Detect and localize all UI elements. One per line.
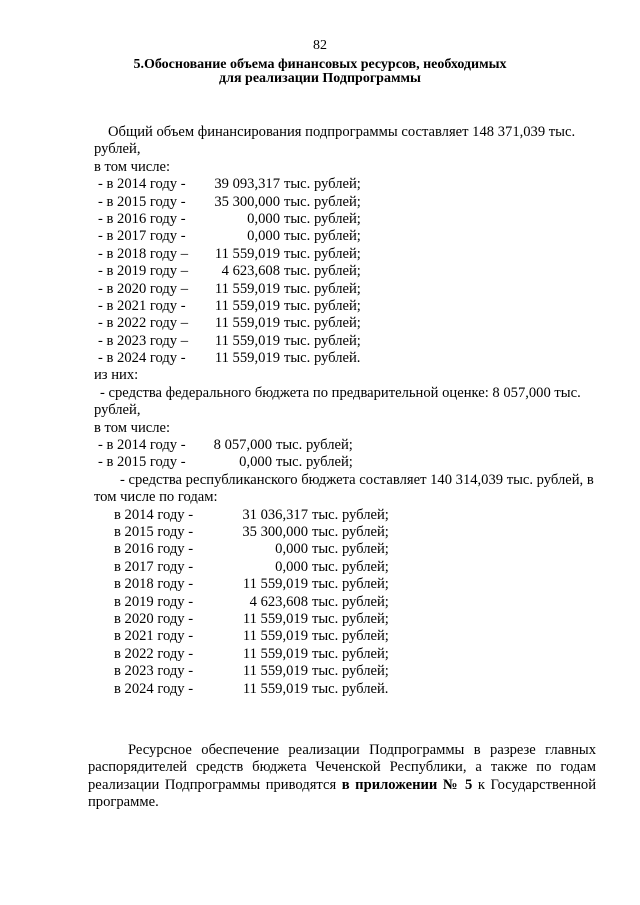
year-amount: 11 559,019 [242, 628, 308, 645]
year-label: - в 2016 году - [98, 210, 186, 227]
year-row [94, 246, 614, 263]
year-unit: тыс. рублей; [312, 610, 389, 627]
year-label: - в 2024 году - [98, 350, 186, 367]
closing-text: Ресурсное обеспечение реализации Подпрограммы в разрезе главных распорядителей средств бюджета Чеченской Республики, а также по годам реализации Подпрограммы приводятся [88, 742, 596, 793]
year-amount: 35 300,000 [214, 193, 280, 210]
year-amount: 39 093,317 [214, 176, 280, 193]
republic-years-list [94, 507, 614, 698]
year-label: в 2015 году - [114, 523, 194, 540]
year-row [94, 559, 614, 576]
year-unit: тыс. рублей; [312, 523, 389, 540]
year-label: - в 2018 году – [98, 245, 189, 262]
year-unit: тыс. рублей; [284, 280, 361, 297]
year-unit: тыс. рублей; [312, 593, 389, 610]
total-line-1: Общий объем финансирования подпрограммы составляет 148 371,039 тыс. [108, 124, 576, 140]
year-label: - в 2015 году - [98, 193, 186, 210]
year-row [94, 681, 614, 698]
section-title [80, 58, 560, 86]
year-label: в 2024 году - [114, 680, 194, 697]
closing-tail: к Государственной программе. [88, 776, 597, 811]
year-amount: 11 559,019 [214, 332, 280, 349]
year-label: - в 2015 году - [98, 454, 186, 471]
year-unit: тыс. рублей; [312, 576, 389, 593]
year-amount: 31 036,317 [242, 506, 308, 523]
year-row [94, 298, 614, 315]
year-label: - в 2023 году – [98, 332, 189, 349]
year-label: - в 2017 году - [98, 228, 186, 245]
year-row [94, 315, 614, 332]
year-unit: тыс. рублей. [312, 680, 389, 697]
year-label: - в 2014 году - [98, 176, 186, 193]
year-row [94, 333, 614, 350]
year-label: в 2016 году - [114, 541, 194, 558]
year-unit: тыс. рублей; [284, 193, 361, 210]
year-label: - в 2020 году – [98, 280, 189, 297]
year-amount: 35 300,000 [242, 523, 308, 540]
year-row [94, 211, 614, 228]
year-label: в 2019 году - [114, 593, 194, 610]
year-unit: тыс. рублей; [312, 506, 389, 523]
year-row [94, 228, 614, 245]
year-label: - в 2021 году - [98, 297, 186, 314]
federal-line-1: - средства федерального бюджета по предварительной оценке: 8 057,000 тыс. [100, 384, 581, 401]
year-label: в 2022 году - [114, 645, 194, 662]
year-amount: 8 057,000 [213, 437, 272, 454]
total-line-2: рублей, [94, 141, 141, 158]
year-amount: 11 559,019 [242, 680, 308, 697]
year-unit: тыс. рублей; [284, 210, 361, 227]
year-unit: тыс. рублей; [312, 558, 389, 575]
year-label: в 2017 году - [114, 558, 194, 575]
year-row [94, 594, 614, 611]
year-unit: тыс. рублей; [312, 663, 389, 680]
year-unit: тыс. рублей; [284, 315, 361, 332]
year-amount: 11 559,019 [214, 245, 280, 262]
year-amount: 11 559,019 [214, 280, 280, 297]
total-years-list [94, 176, 614, 367]
year-label: - в 2022 году – [98, 315, 189, 332]
year-amount: 0,000 [239, 454, 272, 471]
year-unit: тыс. рублей; [284, 332, 361, 349]
section-title-line-2: для реализации Подпрограммы [219, 71, 421, 86]
year-amount: 11 559,019 [214, 315, 280, 332]
year-row [94, 263, 614, 280]
year-row [94, 611, 614, 628]
year-label: в 2021 году - [114, 628, 194, 645]
year-label: в 2023 году - [114, 663, 194, 680]
year-amount: 0,000 [275, 541, 308, 558]
year-label: в 2014 году - [114, 506, 194, 523]
federal-line-3: в том числе: [94, 419, 171, 436]
year-row [94, 194, 614, 211]
year-amount: 11 559,019 [242, 610, 308, 627]
year-unit: тыс. рублей; [276, 437, 353, 454]
year-amount: 11 559,019 [214, 350, 280, 367]
closing-bold-reference: в приложении № 5 [341, 776, 473, 793]
year-label: - в 2014 году - [98, 437, 186, 454]
year-row [94, 176, 614, 193]
closing-paragraph [88, 742, 596, 812]
financing-body [94, 124, 614, 698]
year-amount: 11 559,019 [242, 576, 308, 593]
year-unit: тыс. рублей; [276, 454, 353, 471]
total-line-3: в том числе: [94, 158, 171, 175]
year-amount: 4 623,608 [221, 263, 280, 280]
year-unit: тыс. рублей; [284, 263, 361, 280]
year-amount: 11 559,019 [214, 297, 280, 314]
year-unit: тыс. рублей; [312, 645, 389, 662]
year-label: в 2020 году - [114, 610, 194, 627]
federal-years-list [94, 437, 614, 472]
republic-line-2: том числе по годам: [94, 489, 218, 506]
year-unit: тыс. рублей; [284, 176, 361, 193]
year-amount: 0,000 [247, 228, 280, 245]
year-row [94, 646, 614, 663]
year-amount: 0,000 [247, 210, 280, 227]
year-amount: 11 559,019 [242, 663, 308, 680]
year-row [94, 437, 614, 454]
year-row [94, 507, 614, 524]
year-row [94, 541, 614, 558]
year-unit: тыс. рублей; [284, 297, 361, 314]
republic-line-1: - средства республиканского бюджета составляет 140 314,039 тыс. рублей, в [120, 471, 594, 488]
section-title-line-1: 5.Обоснование объема финансовых ресурсов, необходимых [133, 57, 507, 72]
year-row [94, 628, 614, 645]
year-unit: тыс. рублей; [284, 245, 361, 262]
year-row [94, 576, 614, 593]
year-row [94, 454, 614, 471]
year-row [94, 524, 614, 541]
year-amount: 4 623,608 [249, 593, 308, 610]
year-row [94, 663, 614, 680]
year-amount: 11 559,019 [242, 645, 308, 662]
year-unit: тыс. рублей; [312, 541, 389, 558]
year-label: - в 2019 году – [98, 263, 189, 280]
year-unit: тыс. рублей. [284, 350, 361, 367]
year-row [94, 350, 614, 367]
of-them-label: из них: [94, 367, 139, 384]
year-amount: 0,000 [275, 558, 308, 575]
year-row [94, 281, 614, 298]
year-unit: тыс. рублей; [312, 628, 389, 645]
year-unit: тыс. рублей; [284, 228, 361, 245]
year-label: в 2018 году - [114, 576, 194, 593]
federal-line-2: рублей, [94, 402, 141, 419]
page-number: 82 [313, 38, 327, 53]
